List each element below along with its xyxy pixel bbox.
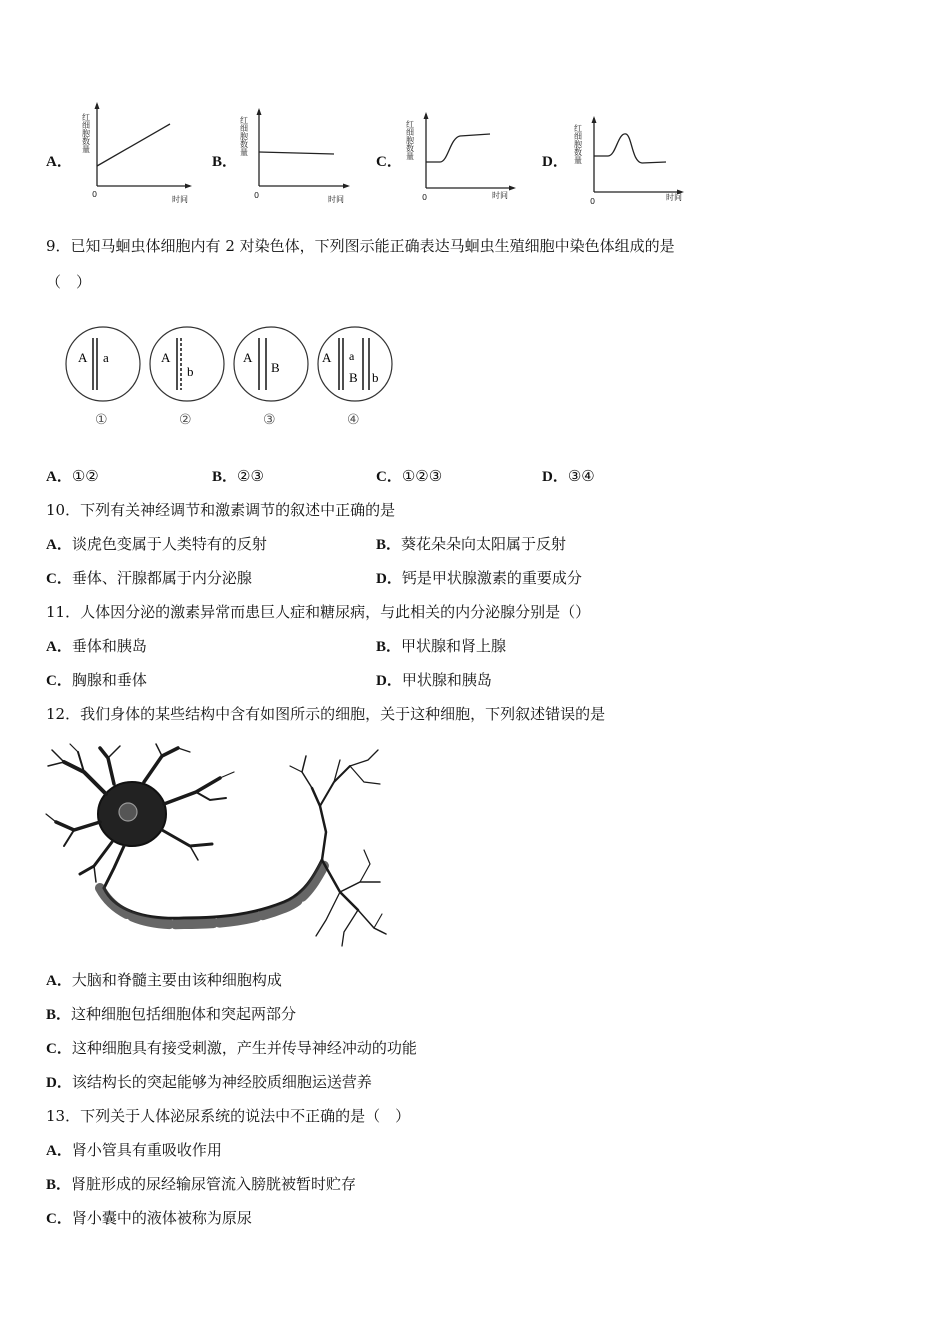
q10-option-a[interactable]: A．谈虎色变属于人类特有的反射 bbox=[46, 535, 267, 553]
q9-option-b[interactable]: B．②③ bbox=[212, 467, 264, 485]
q9-option-a[interactable]: A．①② bbox=[46, 467, 99, 485]
graph-c-origin: 0 bbox=[422, 193, 428, 202]
q11-option-c[interactable]: C．胸腺和垂体 bbox=[46, 671, 147, 689]
svg-text:红细胞数量: 红细胞数量 bbox=[81, 113, 91, 153]
q9-option-d[interactable]: D．③④ bbox=[542, 467, 595, 485]
q12-option-b[interactable]: B．这种细胞包括细胞体和突起两部分 bbox=[46, 1005, 297, 1023]
q12-option-a[interactable]: A．大脑和脊髓主要由该种细胞构成 bbox=[46, 971, 282, 989]
q8-option-b-label[interactable]: B． bbox=[212, 154, 238, 170]
graph-a-curve bbox=[97, 124, 170, 166]
q8-option-c-label[interactable]: C． bbox=[376, 154, 402, 170]
q13-question: 13．下列关于人体泌尿系统的说法中不正确的是（ ） bbox=[46, 1107, 411, 1125]
graph-c-curve bbox=[426, 134, 490, 162]
graph-a bbox=[76, 100, 196, 208]
graph-d-curve bbox=[594, 134, 666, 163]
q10-option-c[interactable]: C．垂体、汗腺都属于内分泌腺 bbox=[46, 569, 252, 587]
q11-option-d[interactable]: D．甲状腺和胰岛 bbox=[376, 671, 492, 689]
q13-option-b[interactable]: B．肾脏形成的尿经输尿管流入膀胱被暂时贮存 bbox=[46, 1175, 357, 1193]
cell-3 bbox=[234, 327, 308, 428]
cell-2-number: ② bbox=[179, 412, 192, 428]
graph-d-origin: 0 bbox=[590, 197, 596, 206]
cell-4 bbox=[318, 327, 392, 428]
q11-option-a[interactable]: A．垂体和胰岛 bbox=[46, 637, 147, 655]
graph-b-origin: 0 bbox=[254, 191, 260, 200]
q9-paren: （ ） bbox=[46, 273, 92, 291]
cell-2-letter-2: b bbox=[187, 364, 194, 379]
graph-c-ylabel: 红细胞数量 bbox=[405, 120, 415, 160]
graph-a-xlabel: 时间 bbox=[172, 195, 188, 204]
q9-cell-diagram bbox=[60, 318, 420, 434]
graph-a-origin: 0 bbox=[92, 190, 98, 199]
q9-question: 9．已知马蛔虫体细胞内有 2 对染色体，下列图示能正确表达马蛔虫生殖细胞中染色体组成的是 bbox=[46, 237, 675, 255]
cell-4-letter-1: A bbox=[322, 350, 332, 365]
q11-question: 11．人体因分泌的激素异常而患巨人症和糖尿病，与此相关的内分泌腺分别是（） bbox=[46, 603, 591, 621]
cell-3-letter-2: B bbox=[271, 360, 280, 375]
q10-option-b[interactable]: B．葵花朵朵向太阳属于反射 bbox=[376, 535, 567, 553]
q8-option-a-label[interactable]: A． bbox=[46, 154, 72, 170]
graph-b bbox=[238, 106, 358, 210]
cell-4-letter-2: a bbox=[349, 349, 355, 363]
graph-b-xlabel: 时间 bbox=[328, 195, 344, 204]
q13-option-c[interactable]: C．肾小囊中的液体被称为原尿 bbox=[46, 1209, 252, 1227]
cell-2 bbox=[150, 327, 224, 428]
q12-question: 12．我们身体的某些结构中含有如图所示的细胞，关于这种细胞，下列叙述错误的是 bbox=[46, 705, 606, 723]
cell-4-number: ④ bbox=[347, 412, 360, 428]
graph-d bbox=[572, 114, 692, 210]
cell-1-number: ① bbox=[95, 412, 108, 428]
cell-2-letter-1: A bbox=[161, 350, 171, 365]
q11-option-b[interactable]: B．甲状腺和肾上腺 bbox=[376, 637, 507, 655]
q10-option-d[interactable]: D．钙是甲状腺激素的重要成分 bbox=[376, 569, 582, 587]
cell-4-letter-3: B bbox=[349, 370, 358, 385]
cell-1-letter-2: a bbox=[103, 350, 109, 365]
graph-d-xlabel: 时间 bbox=[666, 193, 682, 202]
q12-option-c[interactable]: C．这种细胞具有接受刺激，产生并传导神经冲动的功能 bbox=[46, 1039, 417, 1057]
graph-b-ylabel: 红细胞数量 bbox=[239, 116, 249, 156]
q13-option-a[interactable]: A．肾小管具有重吸收作用 bbox=[46, 1141, 222, 1159]
q12-option-d[interactable]: D．该结构长的突起能够为神经胶质细胞运送营养 bbox=[46, 1073, 372, 1091]
q10-question: 10．下列有关神经调节和激素调节的叙述中正确的是 bbox=[46, 501, 396, 519]
cell-3-number: ③ bbox=[263, 412, 276, 428]
graph-d-ylabel: 红细胞数量 bbox=[573, 124, 583, 164]
neuron-image bbox=[44, 742, 388, 950]
graph-c bbox=[404, 110, 524, 210]
cell-1 bbox=[66, 327, 140, 428]
cell-1-letter-1: A bbox=[78, 350, 88, 365]
q8-option-d-label[interactable]: D． bbox=[542, 154, 568, 170]
graph-c-xlabel: 时间 bbox=[492, 191, 508, 200]
cell-3-letter-1: A bbox=[243, 350, 253, 365]
cell-4-letter-4: b bbox=[372, 370, 379, 385]
q9-option-c[interactable]: C．①②③ bbox=[376, 467, 443, 485]
graph-a-ylabel bbox=[82, 112, 91, 153]
graph-b-curve bbox=[259, 152, 334, 154]
